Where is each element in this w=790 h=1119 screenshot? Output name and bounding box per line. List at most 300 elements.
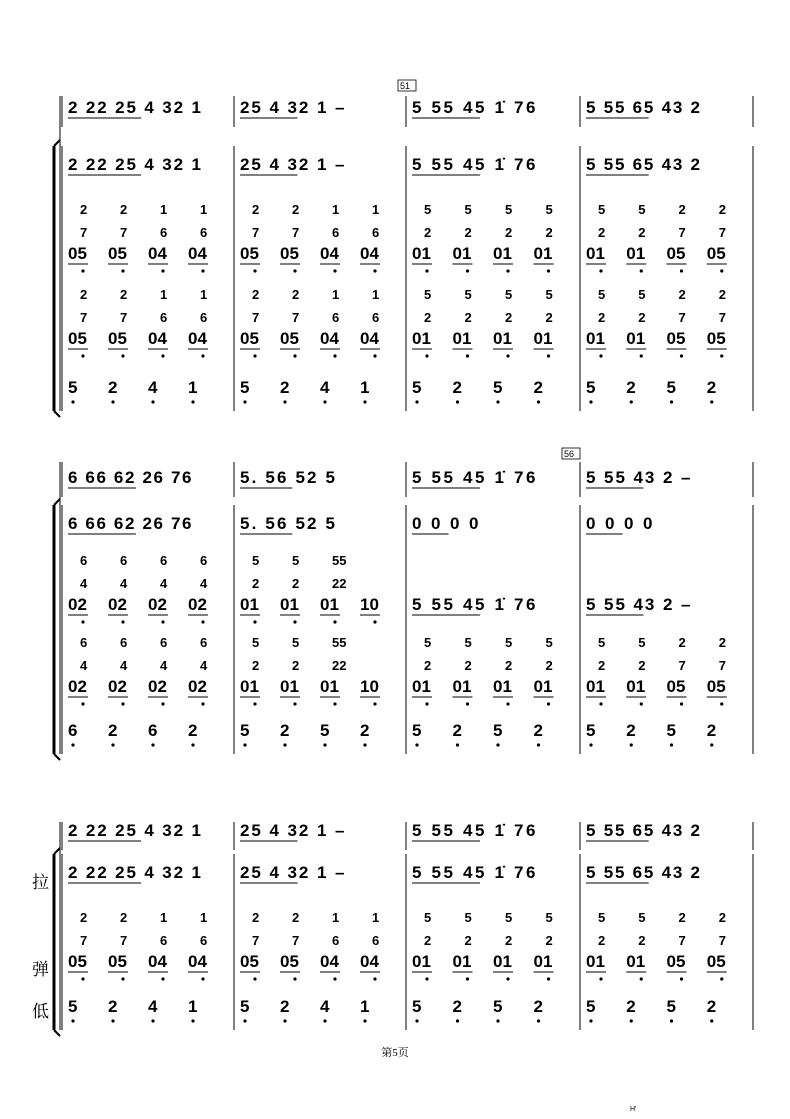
melody-measure: 2 22 25 4 32 1 xyxy=(68,98,201,117)
octave-dot xyxy=(670,743,673,746)
chord-bottom-note: 10 xyxy=(360,595,379,614)
octave-dot xyxy=(283,400,286,403)
octave-dot xyxy=(293,269,296,272)
chord-bottom-note: 05 xyxy=(706,244,726,263)
octave-dot xyxy=(253,977,256,980)
chord-top-note: 1 xyxy=(332,287,340,302)
octave-dot xyxy=(253,702,256,705)
octave-dot xyxy=(415,743,418,746)
chord-top-note: 5 xyxy=(598,635,606,650)
chord-bottom-note: 05 xyxy=(240,329,259,348)
octave-dot xyxy=(333,269,336,272)
octave-dot xyxy=(121,269,124,272)
octave-dot xyxy=(333,354,336,357)
octave-dot xyxy=(243,743,246,746)
octave-dot xyxy=(547,702,550,705)
bass-note: 2 xyxy=(452,378,462,397)
chord-bottom-note: 05 xyxy=(706,677,726,696)
chord-bottom-note: 02 xyxy=(108,677,127,696)
bass-note: 4 xyxy=(320,378,330,397)
chord-bottom-note: 05 xyxy=(108,329,127,348)
chord-mid-note: 7 xyxy=(120,225,128,240)
octave-dot xyxy=(161,269,164,272)
octave-dot xyxy=(121,620,124,623)
chord-mid-note: 4 xyxy=(80,658,88,673)
chord-mid-note: 7 xyxy=(252,933,260,948)
melody-measure: 5 55 45 1̇ 76 xyxy=(412,468,536,487)
chord-bottom-note: 04 xyxy=(320,244,339,263)
chord-mid-note: 7 xyxy=(292,225,300,240)
octave-dot xyxy=(466,702,469,705)
chord-bottom-note: 02 xyxy=(68,595,87,614)
octave-dot xyxy=(425,702,428,705)
bass-note: 5 xyxy=(68,997,78,1016)
octave-dot xyxy=(191,743,194,746)
chord-bottom-note: 01 xyxy=(586,244,605,263)
chord-mid-note: 4 xyxy=(200,658,208,673)
octave-dot xyxy=(456,400,459,403)
chord-top-note: 1 xyxy=(200,202,208,217)
chord-mid-note: 7 xyxy=(80,310,88,325)
bass-note: 2 xyxy=(108,378,118,397)
chord-bottom-note: 01 xyxy=(280,677,299,696)
octave-dot xyxy=(630,1019,633,1022)
chord-mid-note: 4 xyxy=(120,658,128,673)
chord-top-note: 2 xyxy=(292,910,300,925)
octave-dot xyxy=(547,354,550,357)
chord-bottom-note: 01 xyxy=(280,595,299,614)
octave-dot xyxy=(720,269,723,272)
octave-dot xyxy=(363,743,366,746)
melody-measure: 25 4 32 1 – xyxy=(240,155,345,174)
octave-dot xyxy=(201,620,204,623)
bass-note: 5 xyxy=(412,721,422,740)
octave-dot xyxy=(720,702,723,705)
chord-mid-note: 2 xyxy=(424,658,432,673)
chord-bottom-note: 01 xyxy=(452,677,472,696)
chord-top-note: 5 xyxy=(252,553,260,568)
octave-dot xyxy=(201,269,204,272)
chord-top-note: 5 xyxy=(598,202,606,217)
chord-top-note: 1 xyxy=(160,287,168,302)
chord-bottom-note: 01 xyxy=(452,244,472,263)
system-brace-cap xyxy=(54,848,60,854)
chord-bottom-note: 02 xyxy=(148,677,167,696)
octave-dot xyxy=(253,269,256,272)
chord-mid-note: 2 xyxy=(638,933,646,948)
chord-top-note: 5 xyxy=(505,910,513,925)
chord-top-note: 5 xyxy=(638,635,646,650)
octave-dot xyxy=(81,354,84,357)
chord-mid-note: 6 xyxy=(160,310,168,325)
chord-top-note: 1 xyxy=(332,202,340,217)
chord-mid-note: 4 xyxy=(160,658,168,673)
chord-bottom-note: 05 xyxy=(280,952,299,971)
chord-top-note: 6 xyxy=(200,553,208,568)
chord-mid-note: 2 xyxy=(638,658,646,673)
melody-measure: 2 22 25 4 32 1 xyxy=(68,821,201,840)
chord-mid-note: 7 xyxy=(292,310,300,325)
chord-bottom-note: 05 xyxy=(68,329,87,348)
system-brace-cap xyxy=(54,140,60,146)
chord-top-note: 5 xyxy=(292,553,300,568)
chord-top-note: 2 xyxy=(120,287,128,302)
bass-note: 5 xyxy=(586,378,596,397)
bass-note: 2 xyxy=(533,378,543,397)
chord-bottom-note: 04 xyxy=(188,329,207,348)
chord-bottom-note: 04 xyxy=(360,329,379,348)
octave-dot xyxy=(720,354,723,357)
chord-top-note: 5 xyxy=(464,635,472,650)
chord-mid-note: 2 xyxy=(252,658,260,673)
chord-top-note: 2 xyxy=(80,202,88,217)
chord-mid-note: 6 xyxy=(160,225,168,240)
chord-top-note: 1 xyxy=(372,910,380,925)
chord-mid-note: 6 xyxy=(372,225,380,240)
chord-bottom-note: 05 xyxy=(108,244,127,263)
melody-measure: 6 66 62 26 76 xyxy=(68,468,192,487)
chord-mid-note: 7 xyxy=(252,225,260,240)
chord-bottom-note: 01 xyxy=(493,677,512,696)
chord-mid-note: 4 xyxy=(80,576,88,591)
chord-top-note: 5 xyxy=(424,287,432,302)
chord-top-note: 5 xyxy=(464,287,472,302)
chord-top-note: 6 xyxy=(160,553,168,568)
chord-top-note: 5 xyxy=(464,910,472,925)
octave-dot xyxy=(670,400,673,403)
chord-bottom-note: 02 xyxy=(188,677,207,696)
octave-dot xyxy=(710,400,713,403)
chord-top-note: 2 xyxy=(120,910,128,925)
chord-bottom-note: 05 xyxy=(280,244,299,263)
chord-mid-note: 2 xyxy=(598,933,606,948)
chord-mid-note: 2 xyxy=(598,225,606,240)
octave-dot xyxy=(283,1019,286,1022)
chord-bottom-note: 05 xyxy=(666,244,686,263)
chord-mid-note: 7 xyxy=(718,225,726,240)
chord-top-note: 2 xyxy=(678,635,686,650)
chord-mid-note: 2 xyxy=(424,310,432,325)
system-brace-cap xyxy=(54,499,60,505)
chord-top-note: 2 xyxy=(120,202,128,217)
melody-measure: 2 22 25 4 32 1 xyxy=(68,863,201,882)
octave-dot xyxy=(599,702,602,705)
chord-mid-note: 2 xyxy=(598,658,606,673)
chord-top-note: 6 xyxy=(160,635,168,650)
melody-measure: 5 55 45 1̇ 76 xyxy=(412,98,536,117)
octave-dot xyxy=(121,977,124,980)
bass-note: 2 xyxy=(533,997,543,1016)
chord-mid-note: 2 xyxy=(252,576,260,591)
octave-dot xyxy=(253,354,256,357)
octave-dot xyxy=(415,400,418,403)
octave-dot xyxy=(363,400,366,403)
chord-top-note: 2 xyxy=(678,202,686,217)
instrument-label: 低 xyxy=(32,1002,49,1022)
octave-dot xyxy=(201,354,204,357)
melody-measure: 5 55 43 2 – xyxy=(586,595,691,614)
instrument-label: 拉 xyxy=(32,873,49,893)
octave-dot xyxy=(547,977,550,980)
bass-note: 4 xyxy=(148,997,158,1016)
octave-dot xyxy=(710,1019,713,1022)
octave-dot xyxy=(630,743,633,746)
chord-mid-note: 7 xyxy=(120,310,128,325)
chord-bottom-note: 01 xyxy=(412,244,431,263)
chord-top-note: 1 xyxy=(332,910,340,925)
octave-dot xyxy=(191,400,194,403)
octave-dot xyxy=(243,400,246,403)
chord-mid-note: 6 xyxy=(200,225,208,240)
bass-note: 2 xyxy=(626,721,636,740)
chord-bottom-note: 05 xyxy=(706,952,726,971)
chord-mid-note: 2 xyxy=(292,576,300,591)
octave-dot xyxy=(589,1019,592,1022)
chord-bottom-note: 04 xyxy=(188,952,207,971)
chord-top-note: 6 xyxy=(80,553,88,568)
chord-mid-note: 6 xyxy=(200,310,208,325)
chord-top-note: 5 xyxy=(292,635,300,650)
octave-dot xyxy=(506,977,509,980)
octave-dot xyxy=(121,702,124,705)
chord-top-note: 5 xyxy=(424,910,432,925)
chord-bottom-note: 04 xyxy=(148,329,167,348)
octave-dot xyxy=(161,354,164,357)
bass-note: 5 xyxy=(586,997,596,1016)
chord-mid-note: 6 xyxy=(160,933,168,948)
chord-top-note: 5 xyxy=(638,287,646,302)
chord-top-note: 6 xyxy=(80,635,88,650)
chord-bottom-note: 01 xyxy=(586,329,605,348)
octave-dot xyxy=(323,400,326,403)
bass-note: 5 xyxy=(666,721,676,740)
chord-bottom-note: 01 xyxy=(452,952,472,971)
chord-bottom-note: 05 xyxy=(666,952,686,971)
chord-bottom-note: 05 xyxy=(240,244,259,263)
melody-measure: 0 0 0 0 xyxy=(586,514,653,533)
melody-measure: 5 55 45 1̇ 76 xyxy=(412,595,536,614)
corner-mark: H' xyxy=(630,1106,637,1113)
octave-dot xyxy=(680,977,683,980)
chord-mid-note: 2 xyxy=(505,310,513,325)
chord-bottom-note: 04 xyxy=(320,952,339,971)
octave-dot xyxy=(640,977,643,980)
bass-note: 1 xyxy=(188,997,198,1016)
chord-top-note: 5 xyxy=(545,910,553,925)
chord-mid-note: 6 xyxy=(372,933,380,948)
chord-bottom-note: 05 xyxy=(280,329,299,348)
octave-dot xyxy=(425,269,428,272)
octave-dot xyxy=(466,977,469,980)
chord-mid-note: 2 xyxy=(505,933,513,948)
bass-note: 2 xyxy=(706,378,717,397)
chord-top-note: 6 xyxy=(120,635,128,650)
chord-bottom-note: 05 xyxy=(666,677,686,696)
chord-mid-note: 7 xyxy=(718,933,726,948)
bass-note: 2 xyxy=(533,721,543,740)
bass-note: 2 xyxy=(626,378,636,397)
chord-bottom-note: 01 xyxy=(586,677,605,696)
octave-dot xyxy=(293,977,296,980)
octave-dot xyxy=(599,269,602,272)
chord-mid-note: 7 xyxy=(80,933,88,948)
chord-top-note: 1 xyxy=(372,287,380,302)
bass-note: 2 xyxy=(452,997,462,1016)
chord-mid-note: 2 xyxy=(505,225,513,240)
octave-dot xyxy=(506,702,509,705)
system-brace-cap xyxy=(54,411,60,417)
octave-dot xyxy=(466,269,469,272)
bass-note: 1 xyxy=(360,997,370,1016)
melody-measure: 5 55 65 43 2 xyxy=(586,821,700,840)
chord-top-note: 2 xyxy=(718,910,726,925)
bass-note: 5 xyxy=(240,378,250,397)
melody-measure: 25 4 32 1 – xyxy=(240,821,345,840)
melody-measure: 5. 56 52 5 xyxy=(240,514,335,533)
octave-dot xyxy=(537,400,540,403)
chord-bottom-note: 01 xyxy=(626,244,646,263)
octave-dot xyxy=(496,743,499,746)
chord-top-note: 5 xyxy=(545,635,553,650)
chord-top-note: 5 xyxy=(505,287,513,302)
chord-bottom-note: 05 xyxy=(666,329,686,348)
chord-mid-note: 7 xyxy=(678,225,686,240)
chord-bottom-note: 04 xyxy=(148,952,167,971)
octave-dot xyxy=(599,354,602,357)
octave-dot xyxy=(81,269,84,272)
bass-note: 6 xyxy=(68,721,78,740)
octave-dot xyxy=(333,620,336,623)
bass-note: 5 xyxy=(586,721,596,740)
chord-mid-note: 6 xyxy=(332,310,340,325)
chord-bottom-note: 10 xyxy=(360,677,379,696)
octave-dot xyxy=(680,269,683,272)
octave-dot xyxy=(293,702,296,705)
octave-dot xyxy=(425,977,428,980)
chord-bottom-note: 02 xyxy=(148,595,167,614)
chord-mid-note: 2 xyxy=(464,310,472,325)
octave-dot xyxy=(720,977,723,980)
octave-dot xyxy=(456,743,459,746)
octave-dot xyxy=(630,400,633,403)
chord-top-note: 5 xyxy=(638,202,646,217)
chord-top-note: 5 xyxy=(598,910,606,925)
octave-dot xyxy=(496,1019,499,1022)
melody-measure: 5 55 45 1̇ 76 xyxy=(412,155,536,174)
octave-dot xyxy=(201,977,204,980)
octave-dot xyxy=(81,977,84,980)
octave-dot xyxy=(373,977,376,980)
octave-dot xyxy=(425,354,428,357)
chord-top-note: 1 xyxy=(200,287,208,302)
chord-bottom-note: 01 xyxy=(320,677,339,696)
chord-bottom-note: 01 xyxy=(533,244,553,263)
chord-top-note: 2 xyxy=(718,635,726,650)
octave-dot xyxy=(71,743,74,746)
octave-dot xyxy=(151,1019,154,1022)
chord-bottom-note: 01 xyxy=(626,329,646,348)
chord-top-note: 6 xyxy=(200,635,208,650)
chord-top-note: 2 xyxy=(678,910,686,925)
chord-mid-note: 6 xyxy=(332,933,340,948)
chord-mid-note: 7 xyxy=(678,658,686,673)
instrument-label: 弹 xyxy=(32,960,49,980)
octave-dot xyxy=(537,1019,540,1022)
rehearsal-mark: 51 xyxy=(400,81,411,91)
chord-mid-note: 6 xyxy=(332,225,340,240)
octave-dot xyxy=(466,354,469,357)
chord-top-note: 2 xyxy=(292,287,300,302)
chord-bottom-note: 01 xyxy=(533,677,553,696)
octave-dot xyxy=(111,1019,114,1022)
chord-bottom-note: 01 xyxy=(412,952,431,971)
chord-top-note: 2 xyxy=(252,910,260,925)
chord-bottom-note: 02 xyxy=(108,595,127,614)
bass-note: 5 xyxy=(320,721,330,740)
octave-dot xyxy=(547,269,550,272)
bass-note: 6 xyxy=(148,721,158,740)
chord-mid-note: 7 xyxy=(678,933,686,948)
page-number: 第5页 xyxy=(381,1047,409,1059)
octave-dot xyxy=(293,620,296,623)
chord-top-note: 5 xyxy=(505,635,513,650)
octave-dot xyxy=(243,1019,246,1022)
bass-note: 2 xyxy=(280,378,290,397)
chord-top-note: 5 xyxy=(252,635,260,650)
octave-dot xyxy=(81,702,84,705)
melody-measure: 0 0 0 0 xyxy=(412,514,479,533)
chord-bottom-note: 05 xyxy=(240,952,259,971)
chord-bottom-note: 01 xyxy=(452,329,472,348)
chord-bottom-note: 05 xyxy=(108,952,127,971)
system-brace-cap xyxy=(54,754,60,760)
bass-note: 5 xyxy=(493,997,503,1016)
chord-bottom-note: 01 xyxy=(626,677,646,696)
octave-dot xyxy=(161,977,164,980)
octave-dot xyxy=(71,1019,74,1022)
bass-note: 5 xyxy=(493,378,503,397)
chord-mid-note: 2 xyxy=(598,310,606,325)
octave-dot xyxy=(161,702,164,705)
chord-top-note: 5 xyxy=(505,202,513,217)
chord-mid-note: 2 xyxy=(545,310,553,325)
chord-top-note: 5 xyxy=(424,635,432,650)
bass-note: 2 xyxy=(452,721,462,740)
chord-bottom-note: 01 xyxy=(586,952,605,971)
octave-dot xyxy=(680,702,683,705)
octave-dot xyxy=(323,1019,326,1022)
octave-dot xyxy=(293,354,296,357)
chord-top-note: 2 xyxy=(292,202,300,217)
chord-bottom-note: 04 xyxy=(320,329,339,348)
chord-mid-note: 2 xyxy=(292,658,300,673)
bass-note: 2 xyxy=(108,721,118,740)
system-brace-cap xyxy=(54,1030,60,1036)
octave-dot xyxy=(680,354,683,357)
chord-mid-note: 7 xyxy=(718,658,726,673)
octave-dot xyxy=(373,702,376,705)
chord-top-note: 2 xyxy=(252,202,260,217)
chord-bottom-note: 01 xyxy=(626,952,646,971)
bass-note: 5 xyxy=(240,721,250,740)
octave-dot xyxy=(640,354,643,357)
octave-dot xyxy=(373,620,376,623)
chord-top-note: 2 xyxy=(252,287,260,302)
bass-note: 2 xyxy=(706,997,717,1016)
octave-dot xyxy=(151,400,154,403)
octave-dot xyxy=(589,743,592,746)
melody-measure: 25 4 32 1 – xyxy=(240,863,345,882)
